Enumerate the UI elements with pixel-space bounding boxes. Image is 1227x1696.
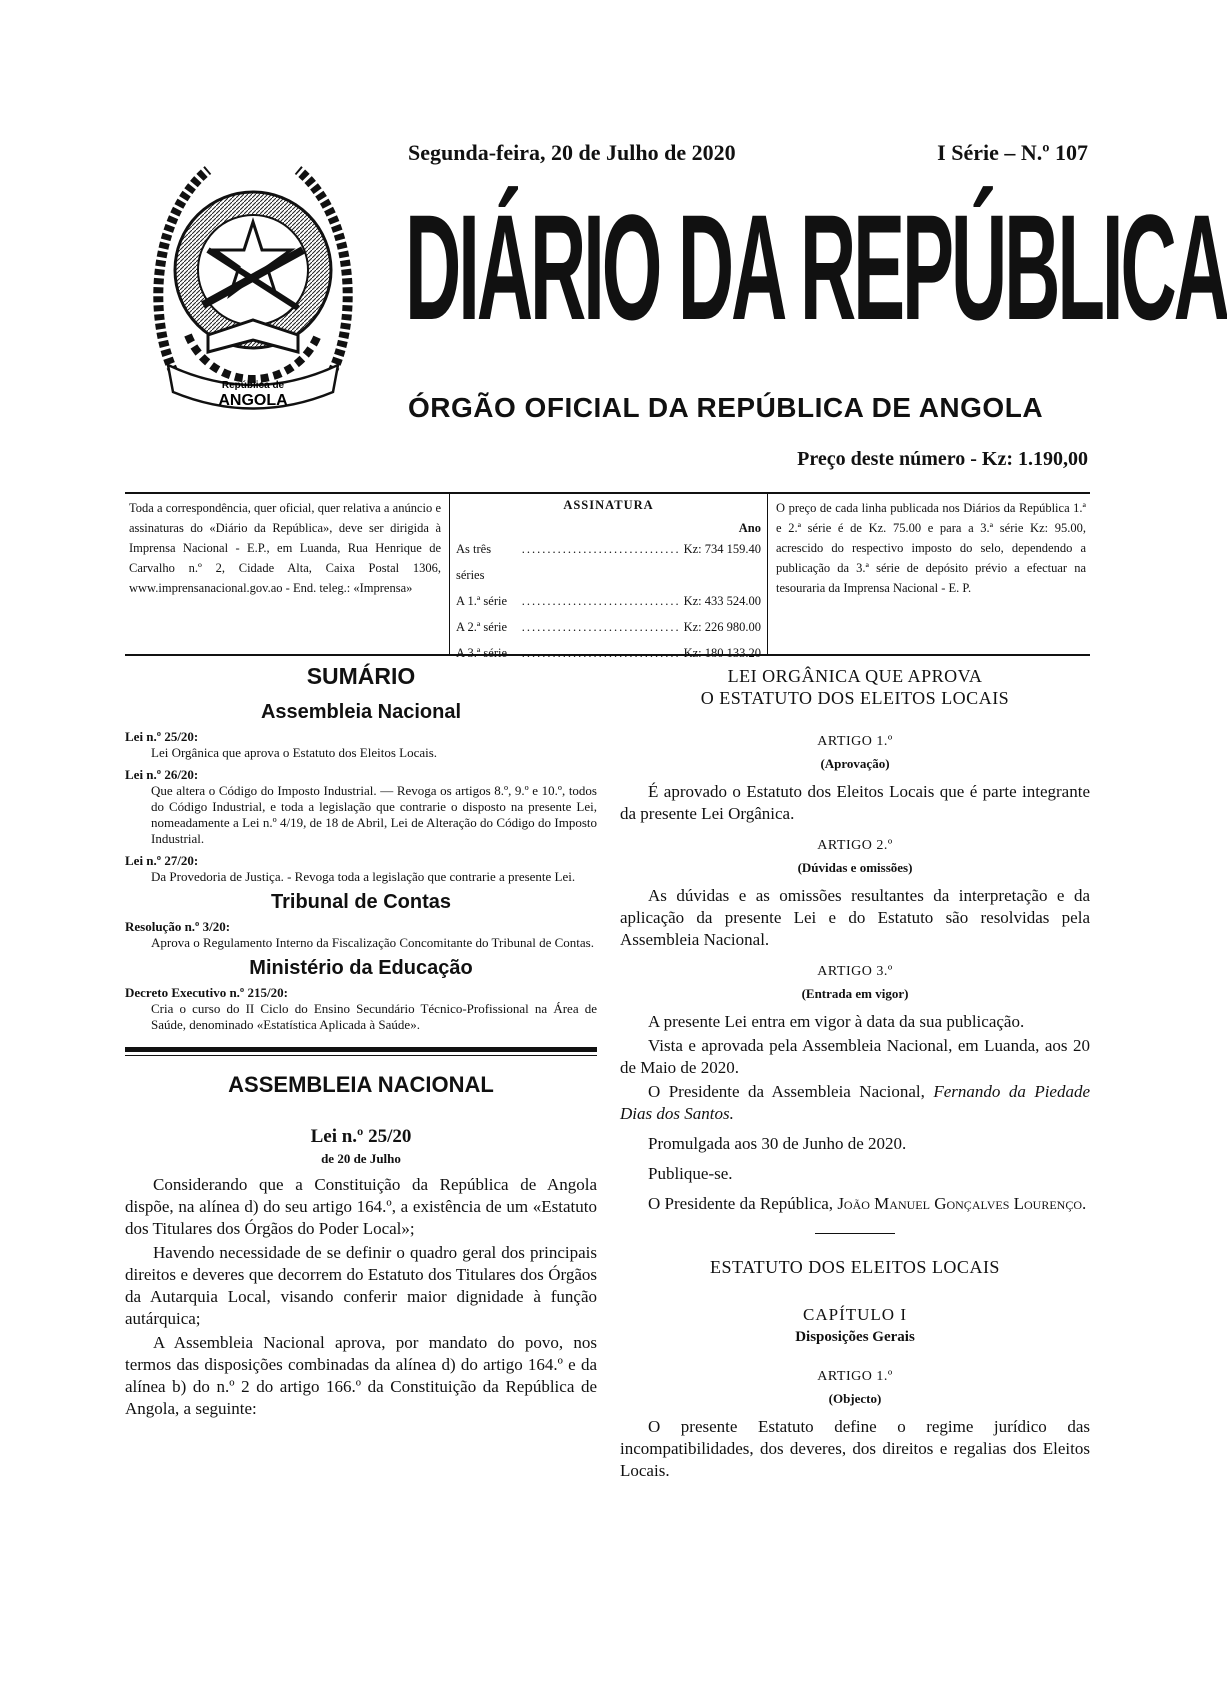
article-label: ARTIGO 1.º — [817, 1369, 893, 1384]
assembly-president-name: Fernando da Piedade Dias dos Santos. — [620, 1082, 1091, 1123]
chapter-title: Disposições Gerais — [795, 1329, 915, 1345]
masthead-subtitle: ÓRGÃO OFICIAL DA REPÚBLICA DE ANGOLA — [408, 392, 1044, 423]
subscription-label: A 3.ª série — [456, 646, 508, 660]
law-date: de 20 de Julho — [321, 1151, 401, 1166]
leader-dots: ............................... — [521, 620, 681, 634]
line-price-note: O preço de cada linha publicada nos Diários da República 1.ª e 2.ª série é de Kz. 75.00 e para a 3.ª série Kz: 95.00, acrescido do respectivo imposto do selo, dependendo a publicação da 3.ª série de depósito prévio a efectuar na tesouraria da Imprensa Nacional - E. P. — [776, 501, 1086, 595]
article-text: É aprovado o Estatuto dos Eleitos Locais que é parte integrante da presente Lei Orgânica. — [620, 782, 1090, 823]
series-number: I Série – N.º 107 — [937, 140, 1088, 165]
article-subtitle: (Aprovação) — [820, 756, 890, 771]
article-label: ARTIGO 2.º — [817, 838, 893, 853]
subscription-label: A 1.ª série — [456, 594, 508, 608]
summary-law-ref: Resolução n.º 3/20: — [125, 919, 231, 934]
approval-text: Vista e aprovada pela Assembleia Nacional, em Luanda, aos 20 de Maio de 2020. — [620, 1036, 1090, 1077]
article-text: O presente Estatuto define o regime jurídico das incompatibilidades, dos deveres, dos direitos e regalias dos Eleitos Locais. — [620, 1417, 1090, 1480]
assembly-president — [620, 1081, 1090, 1125]
subscription-value: Kz: 226 980.00 — [683, 620, 761, 634]
seal-text-top: República de — [221, 380, 285, 391]
masthead-title: DIÁRIO DA REPÚBLICA — [405, 183, 1227, 351]
summary-section-title: Assembleia Nacional — [260, 701, 462, 723]
statute-title: ESTATUTO DOS ELEITOS LOCAIS — [710, 1257, 1000, 1277]
subscription-row — [456, 640, 761, 666]
summary-law-desc: Lei Orgânica que aprova o Estatuto dos Eleitos Locais. — [151, 745, 438, 760]
chapter-label: CAPÍTULO I — [803, 1305, 907, 1324]
angola-coat-of-arms — [148, 130, 358, 425]
short-divider — [815, 1233, 895, 1234]
summary-law-ref: Decreto Executivo n.º 215/20: — [125, 985, 288, 1000]
article-subtitle: (Objecto) — [828, 1391, 882, 1406]
preamble-paragraph: A Assembleia Nacional aprova, por mandato do povo, nos termos das disposições combinadas da alínea d) do artigo 164.º e da alínea b) do n.º 2 do artigo 166.º da Constituição da República de Angola, a seguinte: — [125, 1333, 597, 1418]
section-divider — [125, 1047, 597, 1056]
assembly-president-prefix: O Presidente da Assembleia Nacional, — [648, 1082, 925, 1101]
subscription-label: As três séries — [456, 542, 492, 582]
promulgation-text: Promulgada aos 30 de Junho de 2020. — [648, 1134, 907, 1153]
subscription-table — [450, 494, 768, 660]
leader-dots: ............................... — [521, 594, 681, 608]
summary-law-desc: Cria o curso do II Ciclo do Ensino Secundário Técnico-Profissional na Área de Saúde, denominado «Estatística Aplicada à Saúde». — [151, 1001, 597, 1032]
summary-law-ref: Lei n.º 25/20: — [125, 729, 199, 744]
summary-law-desc: Da Provedoria de Justiça. - Revoga toda a legislação que contrarie a presente Lei. — [151, 869, 576, 884]
preamble-paragraph: Considerando que a Constituição da República de Angola dispõe, na alínea d) do seu artigo 164.º, a existência de um «Estatuto dos Titulares dos Órgãos do Poder Local»; — [125, 1175, 597, 1238]
seal-text: ANGOLA — [218, 392, 288, 409]
summary-law-ref: Lei n.º 26/20: — [125, 767, 199, 782]
leader-dots: ............................... — [521, 542, 681, 556]
correspondence-note: Toda a correspondência, quer oficial, quer relativa a anúncio e assinaturas do «Diário da República», deve ser dirigida à Imprensa Nacional - E.P., em Luanda, Rua Henrique de Carvalho n.º 2, Cidade Alta, Caixa Postal 1306, www.imprensanacional.gov.ao - End. teleg.: «Imprensa» — [125, 494, 450, 654]
organic-law-title-line: O ESTATUTO DOS ELEITOS LOCAIS — [700, 688, 1010, 708]
date-line: Segunda-feira, 20 de Julho de 2020 — [408, 140, 736, 165]
summary-law-desc: Que altera o Código do Imposto Industrial. — Revoga os artigos 8.º, 9.º e 10.º, todos do Código Industrial, e toda a legislação que contrarie o disposto na presente Lei, nomeadamente a Lei n.º 4/19, de 18 de Abril, Lei de Alteração do Código do Imposto Industrial. — [151, 783, 597, 846]
summary-law-desc: Aprova o Regulamento Interno da Fiscalização Concomitante do Tribunal de Contas. — [151, 935, 594, 950]
republic-president-prefix: O Presidente da República, — [648, 1194, 834, 1213]
summary-section-title: Ministério da Educação — [249, 957, 473, 979]
summary-law-ref: Lei n.º 27/20: — [125, 853, 199, 868]
subscription-row — [456, 614, 761, 640]
left-column — [125, 665, 597, 1422]
article-text: A presente Lei entra em vigor à data da sua publicação. — [648, 1012, 1025, 1031]
subscription-value: Kz: 433 524.00 — [683, 594, 761, 608]
article-label: ARTIGO 1.º — [817, 734, 893, 749]
right-column — [620, 665, 1090, 1484]
subscription-row — [456, 588, 761, 614]
republic-president — [620, 1193, 1090, 1215]
assembly-heading: ASSEMBLEIA NACIONAL — [228, 1072, 494, 1097]
law-title: Lei n.º 25/20 — [310, 1126, 412, 1147]
article-subtitle: (Dúvidas e omissões) — [797, 860, 913, 875]
info-box — [125, 492, 1090, 660]
preamble-paragraph: Havendo necessidade de se definir o quadro geral dos principais direitos e deveres que decorrem do Estatuto dos Titulares dos Órgãos da Autarquia Local, visando conferir maior dignidade à função autárquica; — [125, 1243, 597, 1328]
article-label: ARTIGO 3.º — [817, 964, 893, 979]
article-text: As dúvidas e as omissões resultantes da interpretação e da aplicação da presente Lei e do Estatuto são resolvidas pela Assembleia Nacional. — [620, 886, 1090, 949]
summary-title: SUMÁRIO — [306, 663, 416, 689]
article-subtitle: (Entrada em vigor) — [801, 986, 909, 1001]
publish-text: Publique-se. — [648, 1164, 733, 1183]
summary-section-title: Tribunal de Contas — [270, 891, 452, 913]
subscription-value: Kz: 180 133.20 — [683, 646, 761, 660]
subscription-title: ASSINATURA — [563, 498, 654, 512]
issue-price: Preço deste número - Kz: 1.190,00 — [797, 448, 1088, 470]
organic-law-title-line: LEI ORGÂNICA QUE APROVA — [727, 666, 983, 686]
subscription-label: A 2.ª série — [456, 620, 508, 634]
leader-dots: ............................... — [521, 646, 681, 660]
subscription-col-header: Ano — [738, 521, 761, 535]
republic-president-name: João Manuel Gonçalves Lourenço. — [837, 1194, 1087, 1213]
subscription-value: Kz: 734 159.40 — [683, 542, 761, 556]
subscription-row — [456, 536, 761, 588]
